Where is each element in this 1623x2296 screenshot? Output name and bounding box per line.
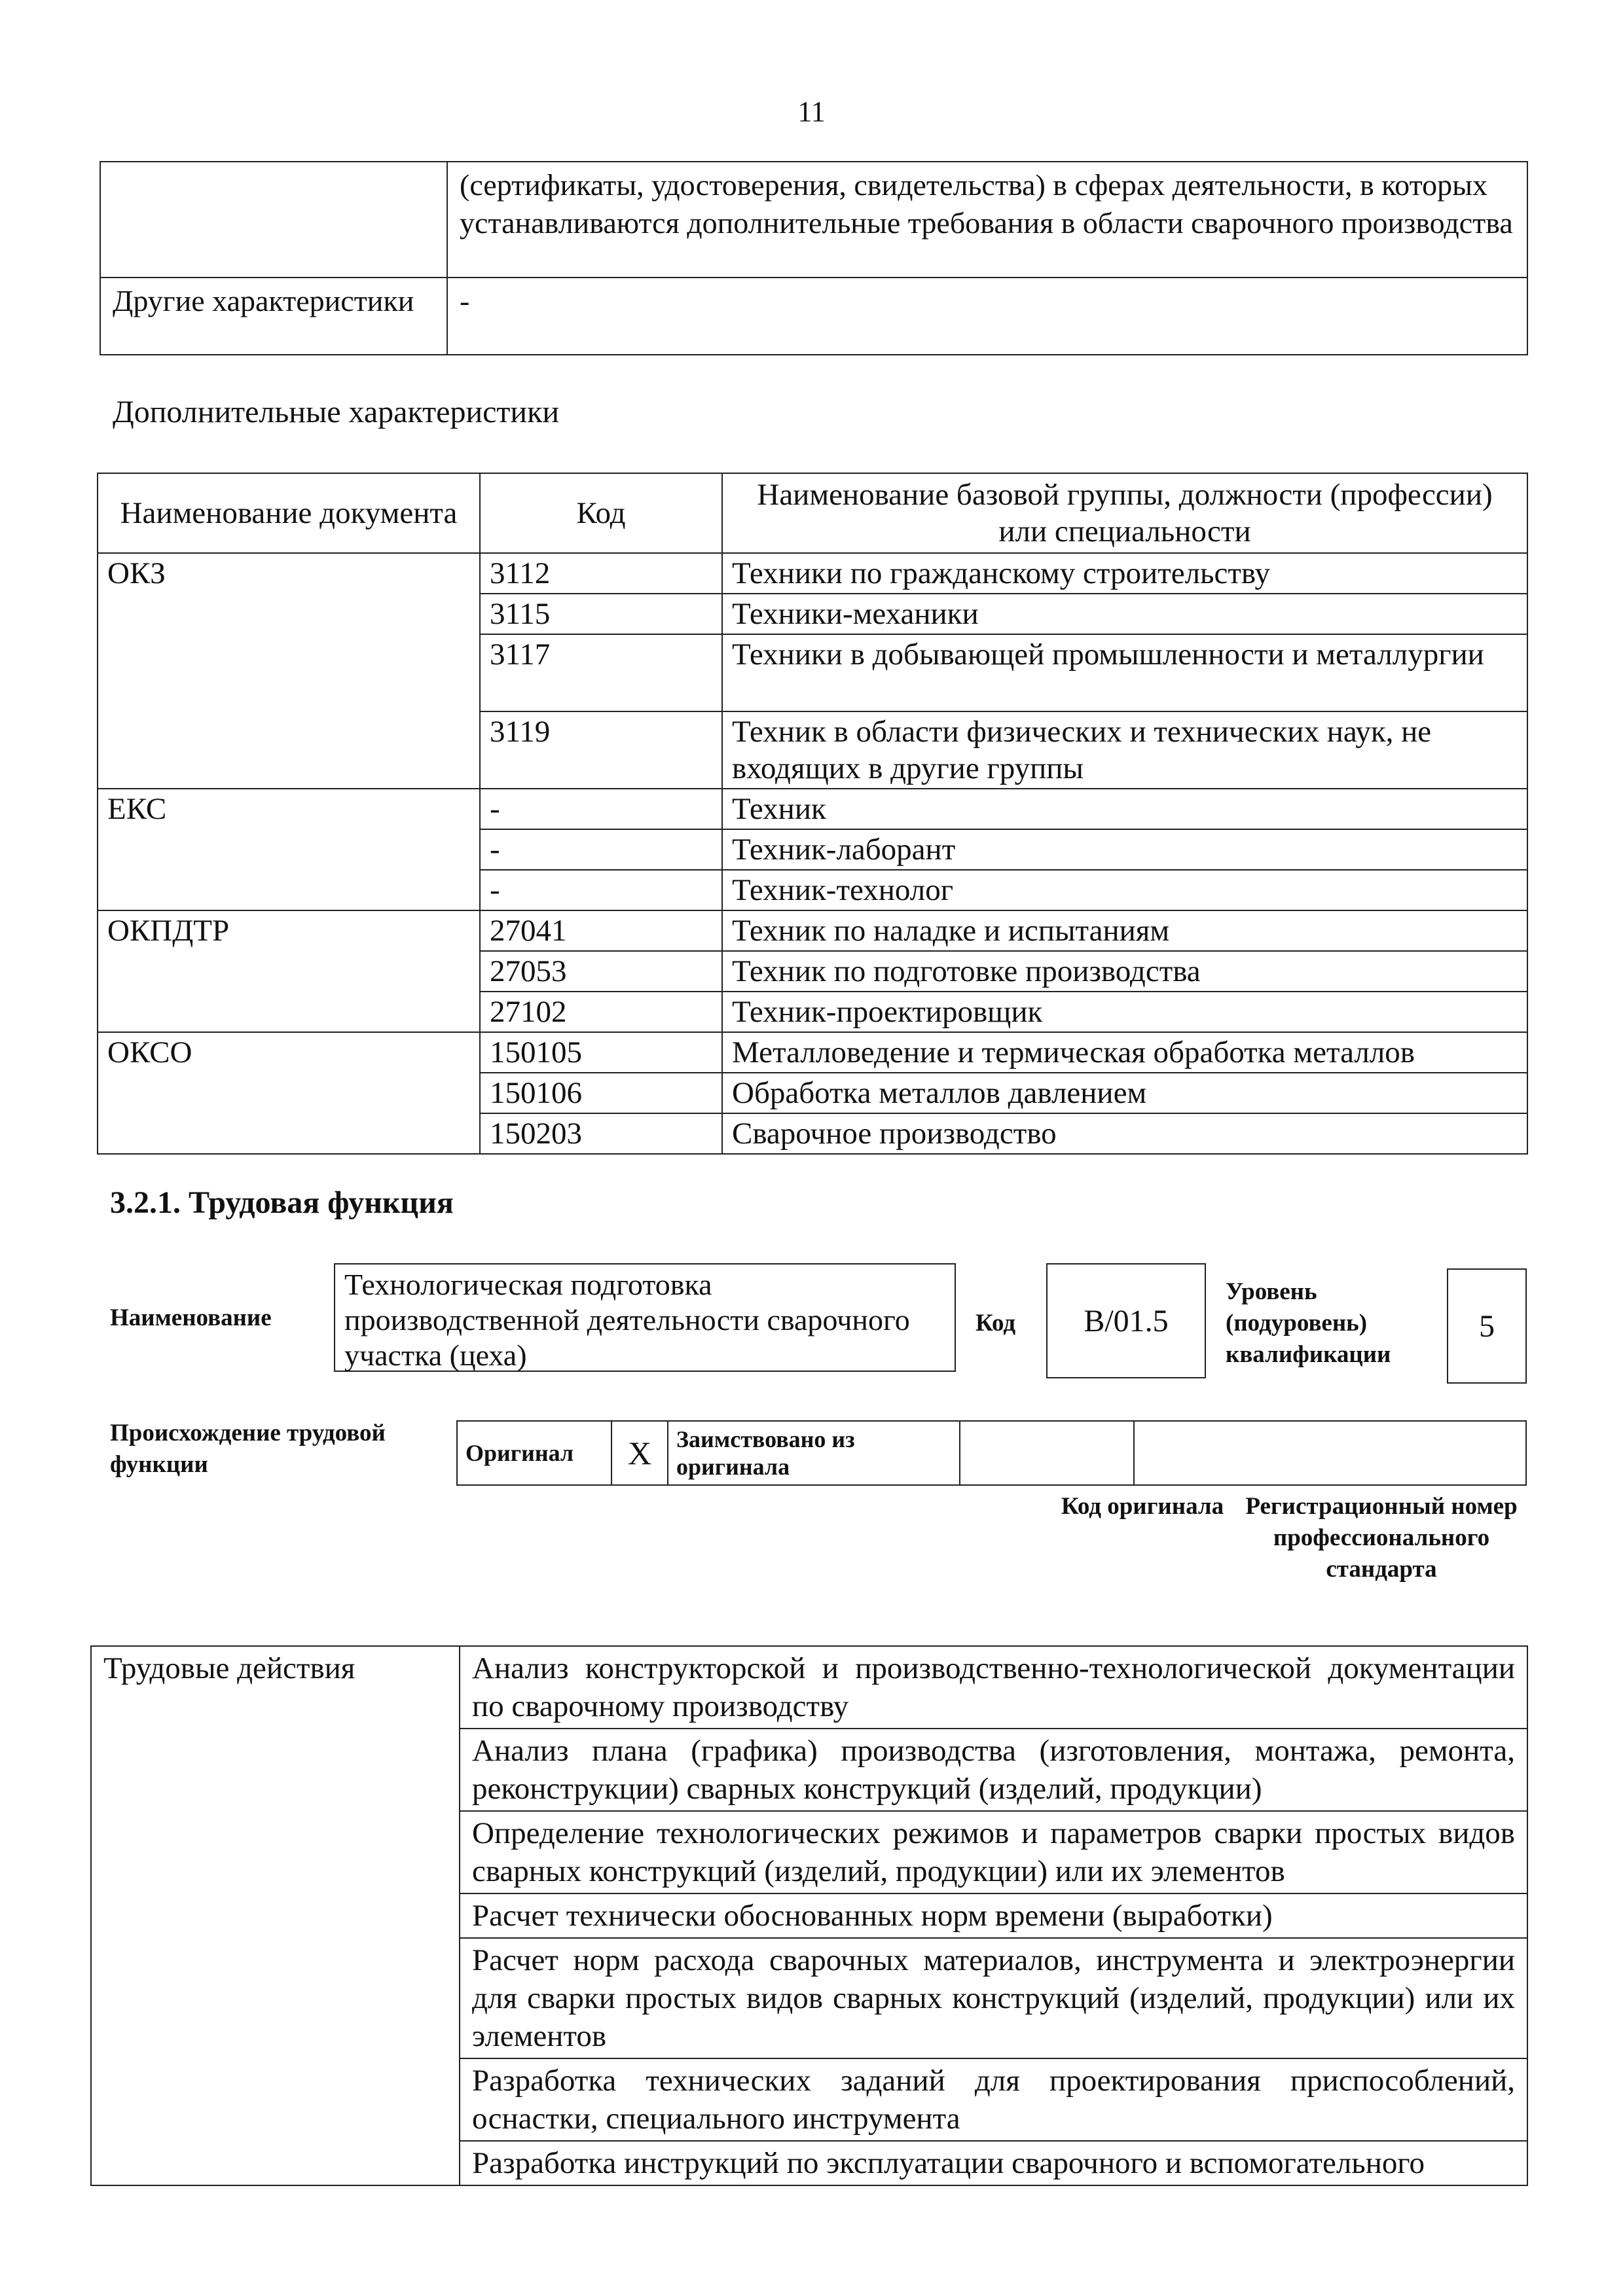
doc-name: ЕКС bbox=[98, 789, 480, 910]
registration-number-cell bbox=[1134, 1421, 1526, 1485]
name-cell: Металловедение и термическая обработка металлов bbox=[722, 1032, 1527, 1073]
row-value: (сертификаты, удостоверения, свидетельства) в сферах деятельности, в которых устанавливаются дополнительные требования в области сварочного производства bbox=[447, 162, 1527, 278]
name-cell: Техник-лаборант bbox=[722, 829, 1527, 870]
name-cell: Техник в области физических и технических наук, не входящих в другие группы bbox=[722, 711, 1527, 789]
name-cell: Техник-проектировщик bbox=[722, 992, 1527, 1032]
labor-action-item: Анализ конструкторской и производственно-технологической документации по сварочному производству bbox=[460, 1646, 1527, 1729]
name-cell: Техники-механики bbox=[722, 594, 1527, 634]
code-cell: 150105 bbox=[480, 1032, 722, 1073]
section-heading: 3.2.1. Трудовая функция bbox=[110, 1185, 454, 1220]
borrowed-label: Заимствовано из оригинала bbox=[668, 1421, 960, 1485]
labor-action-item: Разработка технических заданий для проектирования приспособлений, оснастки, специального инструмента bbox=[460, 2058, 1527, 2141]
name-cell: Обработка металлов давлением bbox=[722, 1073, 1527, 1113]
original-mark: X bbox=[611, 1421, 668, 1485]
level-box bbox=[1447, 1268, 1527, 1384]
labor-action-item: Разработка инструкций по эксплуатации сварочного и вспомогательного bbox=[460, 2141, 1527, 2185]
labor-action-item: Расчет технически обоснованных норм времени (выработки) bbox=[460, 1893, 1527, 1938]
code-cell: 27102 bbox=[480, 992, 722, 1032]
qualification-level-value: 5 bbox=[1479, 1308, 1495, 1344]
code-cell: 150203 bbox=[480, 1113, 722, 1154]
function-name-value: Технологическая подготовка производственной деятельности сварочного участка (цеха) bbox=[344, 1268, 910, 1372]
name-cell: Техники в добывающей промышленности и металлургии bbox=[722, 634, 1527, 711]
page-number: 11 bbox=[797, 96, 826, 128]
original-code-caption: Код оригинала bbox=[1061, 1493, 1224, 1520]
name-cell: Сварочное производство bbox=[722, 1113, 1527, 1154]
code-cell: 27041 bbox=[480, 910, 722, 951]
row-value: - bbox=[447, 278, 1527, 355]
code-box bbox=[1046, 1263, 1206, 1378]
name-cell: Техник bbox=[722, 789, 1527, 829]
origin-label: Происхождение трудовой функции bbox=[110, 1420, 386, 1478]
table-row bbox=[100, 162, 1527, 278]
row-label: Другие характеристики bbox=[100, 278, 447, 355]
function-name-label: Наименование bbox=[110, 1304, 272, 1331]
name-cell: Техник по подготовке производства bbox=[722, 951, 1527, 992]
header-code: Код bbox=[480, 473, 722, 553]
additional-characteristics-title: Дополнительные характеристики bbox=[113, 395, 560, 429]
doc-name: ОКЗ bbox=[98, 553, 480, 789]
table-row bbox=[98, 910, 1527, 951]
code-cell: 27053 bbox=[480, 951, 722, 992]
doc-name: ОКСО bbox=[98, 1032, 480, 1154]
code-cell: 3115 bbox=[480, 594, 722, 634]
original-code-cell bbox=[960, 1421, 1134, 1485]
code-cell: 3117 bbox=[480, 634, 722, 711]
table-row bbox=[98, 1032, 1527, 1073]
code-cell: 3112 bbox=[480, 553, 722, 594]
code-cell: - bbox=[480, 789, 722, 829]
table-header-row bbox=[98, 473, 1527, 553]
other-characteristics-table bbox=[100, 161, 1528, 355]
labor-action-item: Расчет норм расхода сварочных материалов, инструмента и электроэнергии для сварки простых видов сварных конструкций (изделий, продукции) или их элементов bbox=[460, 1938, 1527, 2058]
name-cell: Техник-технолог bbox=[722, 870, 1527, 910]
table-row bbox=[91, 1646, 1527, 1729]
labor-actions-table bbox=[90, 1645, 1528, 2186]
code-cell: - bbox=[480, 870, 722, 910]
function-name-box bbox=[334, 1263, 956, 1372]
row-label bbox=[100, 162, 447, 278]
name-cell: Техник по наладке и испытаниям bbox=[722, 910, 1527, 951]
table-row bbox=[98, 789, 1527, 829]
function-code-value: В/01.5 bbox=[1084, 1303, 1169, 1338]
original-label: Оригинал bbox=[457, 1421, 611, 1485]
name-cell: Техники по гражданскому строительству bbox=[722, 553, 1527, 594]
table-row bbox=[100, 278, 1527, 355]
code-cell: 150106 bbox=[480, 1073, 722, 1113]
code-cell: - bbox=[480, 829, 722, 870]
table-row bbox=[457, 1421, 1526, 1485]
labor-action-item: Анализ плана (графика) производства (изготовления, монтажа, ремонта, реконструкции) сварных конструкций (изделий, продукции) bbox=[460, 1729, 1527, 1811]
header-name: Наименование базовой группы, должности (профессии) или специальности bbox=[722, 473, 1527, 553]
table-row bbox=[98, 553, 1527, 594]
classifier-table bbox=[97, 473, 1528, 1155]
labor-actions-label: Трудовые действия bbox=[91, 1646, 460, 2185]
registration-number-caption: Регистрационный номер профессионального стандарта bbox=[1245, 1493, 1518, 1583]
qualification-level-label: Уровень (подуровень) квалификации bbox=[1226, 1278, 1391, 1368]
origin-table bbox=[456, 1420, 1527, 1486]
code-label: Код bbox=[976, 1310, 1016, 1336]
code-cell: 3119 bbox=[480, 711, 722, 789]
header-document: Наименование документа bbox=[98, 473, 480, 553]
doc-name: ОКПДТР bbox=[98, 910, 480, 1032]
labor-action-item: Определение технологических режимов и параметров сварки простых видов сварных конструкций (изделий, продукции) или их элементов bbox=[460, 1811, 1527, 1893]
